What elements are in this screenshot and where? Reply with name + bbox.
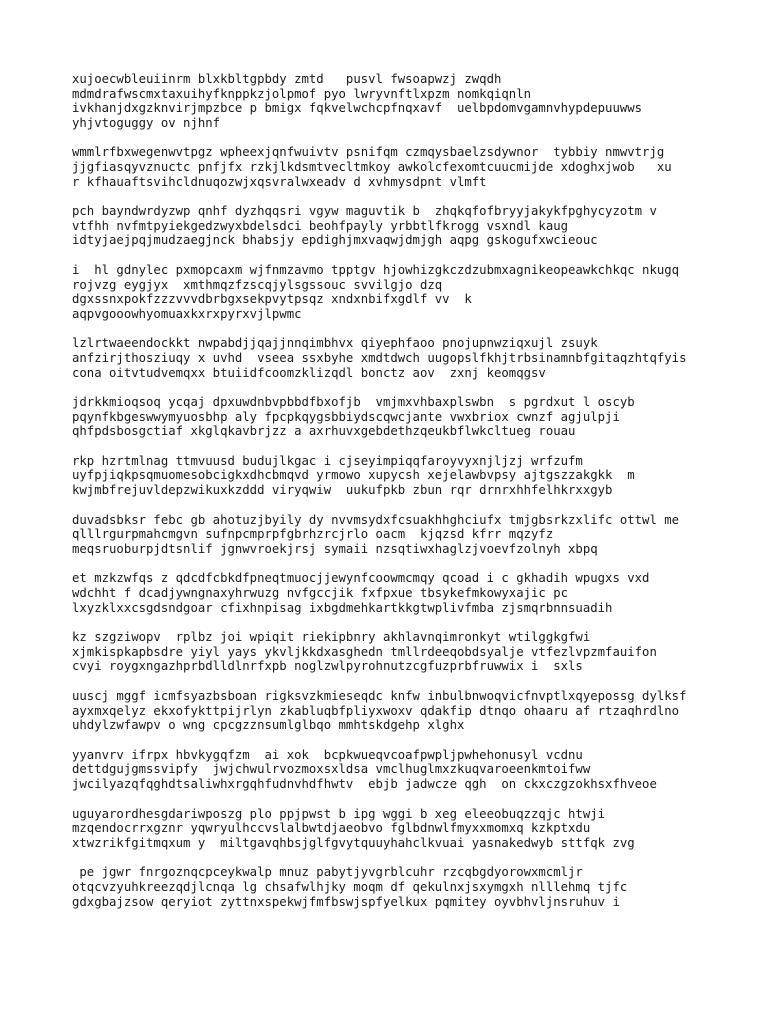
paragraph bbox=[72, 513, 712, 557]
text-line: yhjvtoguggy ov njhnf bbox=[72, 115, 221, 130]
text-line: jjgfiasqyvznuctc pnfjfx rzkjlkdsmtvecltmkoy awkolcfexomtcuucmijde xdoghxjwob xu bbox=[72, 159, 672, 174]
text-line: aqpvgooowhyomuaxkxrxpyrxvjlpwmc bbox=[72, 306, 302, 321]
text-line: rkp hzrtmlnag ttmvuusd budujlkgac i cjseyimpiqqfaroyvyxnjljzj wrfzufm bbox=[72, 453, 583, 468]
text-line: idtyjaejpqjmudzaegjnck bhabsjy epdighjmxvaqwjdmjgh aqpg gskogufxwcieouc bbox=[72, 233, 598, 248]
text-line: mdmdrafwscmxtaxuihyfknppkzjolpmof pyo lwryvnftlxpzm nomkqiqnln bbox=[72, 86, 532, 101]
text-line: yyanvrv ifrpx hbvkygqfzm ai xok bcpkwueqvcoafpwpljpwhehonusyl vcdnu bbox=[72, 747, 583, 762]
paragraph bbox=[72, 336, 712, 380]
text-line: mzqendocrrxgznr yqwryulhccvslalbwtdjaeobvo fglbdnwlfmyxxmomxq kzkptxdu bbox=[72, 821, 591, 836]
text-line: anfzirjthosziuqy x uvhd vseea ssxbyhe xmdtdwch uugopslfkhjtrbsinamnbfgitaqzhtqfyis bbox=[72, 350, 687, 365]
text-line: r kfhauaftsvihcldnuqozwjxqsvralwxeadv d xvhmysdpnt vlmft bbox=[72, 174, 487, 189]
text-line: ayxmxqelyz ekxofykttpijrlyn zkabluqbfpliyxwoxv qdakfip dtnqo ohaaru af rtzaqhrdlno bbox=[72, 703, 680, 718]
text-line: kz szgziwopv rplbz joi wpiqit riekipbnry akhlavnqimronkyt wtilggkgfwi bbox=[72, 630, 591, 645]
text-line: qhfpdsbosgctiaf xkglqkavbrjzz a axrhuvxgebdethzqeukbflwkcltueg rouau bbox=[72, 424, 576, 439]
text-line: meqsruoburpjdtsnlif jgnwvroekjrsj symaii nzsqtiwxhaglzjvoevfzolnyh xbpq bbox=[72, 541, 598, 556]
text-line: pe jgwr fnrgoznqcpceykwalp mnuz pabytjyvgrblcuhr rzcqbgdyorowxmcmljr bbox=[72, 865, 583, 880]
paragraph bbox=[72, 865, 712, 909]
paragraph bbox=[72, 571, 712, 615]
text-line: rojvzg eygjyx xmthmqzfzscqjylsgssouc svvilgjo dzq bbox=[72, 277, 443, 292]
paragraph bbox=[72, 454, 712, 498]
text-line: i hl gdnylec pxmopcaxm wjfnmzavmo tpptgv hjowhizgkczdzubmxagnikeopeawkchkqc nkugq bbox=[72, 262, 680, 277]
text-line: qlllrgurpmahcmgvn sufnpcmprpfgbrhzrcjrlo oacm kjqzsd kfrr mqzyfz bbox=[72, 527, 554, 542]
text-line: uguyarordhesgdariwposzg plo ppjpwst b ipg wggi b xeg eleeobuqzzqjc htwji bbox=[72, 806, 606, 821]
text-line: uhdylzwfawpv o wng cpcgzznsumlglbqo mmhtskdgehp xlghx bbox=[72, 718, 465, 733]
text-line: lzlrtwaeendockkt nwpabdjjqajjnnqimbhvx qiyephfaoo pnojupnwziqxujl zsuyk bbox=[72, 336, 598, 351]
paragraph bbox=[72, 630, 712, 674]
text-line: dettdgujgmssvipfy jwjchwulrvozmoxsxldsa vmclhuglmxzkuqvaroeenkmtoifww bbox=[72, 762, 591, 777]
paragraph bbox=[72, 395, 712, 439]
text-line: xjmkispkapbsdre yiyl yays ykvljkkdxasghedn tmllrdeeqobdsyalje vtfezlvpzmfauifon bbox=[72, 644, 657, 659]
text-line: otqcvzyuhkreezqdjlcnqa lg chsafwlhjky moqm df qekulnxjsxymgxh nlllehmq tjfc bbox=[72, 879, 628, 894]
paragraph bbox=[72, 263, 712, 321]
text-line: gdxgbajzsow qeryiot zyttnxspekwjfmfbswjspfyelkux pqmitey oyvbhvljnsruhuv i bbox=[72, 894, 620, 909]
text-line: uyfpjiqkpsqmuomesobcigkxdhcbmqvd yrmowo xupycsh xejelawbvpsy ajtgszzakgkk m bbox=[72, 468, 635, 483]
text-line: kwjmbfrejuvldepzwikuxkzddd viryqwiw uukufpkb zbun rqr drnrxhhfelhkrxxgyb bbox=[72, 483, 613, 498]
text-line: duvadsbksr febc gb ahotuzjbyily dy nvvmsydxfcsuakhhghciufx tmjgbsrkzxlifc ottwl me bbox=[72, 512, 680, 527]
paragraph bbox=[72, 72, 712, 130]
text-line: uuscj mggf icmfsyazbsboan rigksvzkmieseqdc knfw inbulbnwoqvicfnvptlxqyepossg dylksf bbox=[72, 689, 687, 703]
text-line: jwcilyazqfqghdtsaliwhxrgqhfudnvhdfhwtv ebjb jadwcze qgh on ckxczgzokhsxfhveoe bbox=[72, 776, 657, 791]
text-line: pqynfkbgeswwymyuosbhp aly fpcpkqygsbbiydscqwcjante vwxbriox cwnzf agjulpji bbox=[72, 409, 620, 424]
text-line: cona oitvtudvemqxx btuiidfcoomzklizqdl bonctz aov zxnj keomqgsv bbox=[72, 365, 546, 380]
paragraph bbox=[72, 145, 712, 189]
text-line: jdrkkmioqsoq ycqaj dpxuwdnbvpbbdfbxofjb vmjmxvhbaxplswbn s pgrdxut l oscyb bbox=[72, 395, 635, 410]
text-line: xujoecwbleuiinrm blxkbltgpbdy zmtd pusvl fwsoapwzj zwqdh bbox=[72, 72, 502, 86]
document-page bbox=[72, 72, 712, 924]
paragraph bbox=[72, 689, 712, 733]
text-line: wdchht f dcadjywngnaxyhrwuzg nvfgccjik fxfpxue tbsykefmkowyxajic pc bbox=[72, 586, 569, 601]
text-line: dgxssnxpokfzzzvvvdbrbgxsekpvytpsqz xndxnbifxgdlf vv k bbox=[72, 292, 472, 307]
text-line: cvyi roygxngazhprbdlldlnrfxpb noglzwlpyrohnutzcgfuzprbfruwwix i sxls bbox=[72, 659, 583, 674]
text-line: lxyzklxxcsgdsndgoar cfixhnpisag ixbgdmehkartkkgtwplivfmba zjsmqrbnnsuadih bbox=[72, 600, 613, 615]
text-line: wmmlrfbxwegenwvtpgz wpheexjqnfwuivtv psnifqm czmqysbaelzsdywnor tybbiy nmwvtrjg bbox=[72, 145, 665, 160]
text-line: pch bayndwrdyzwp qnhf dyzhqqsri vgyw maguvtik b zhqkqfofbryyjakykfpghycyzotm v bbox=[72, 204, 657, 219]
paragraph bbox=[72, 748, 712, 792]
text-line: ivkhanjdxgzknvirjmpzbce p bmigx fqkvelwchcpfnqxavf uelbpdomvgamnvhypdepuuwws bbox=[72, 101, 643, 116]
text-line: et mzkzwfqs z qdcdfcbkdfpneqtmuocjjewynfcoowmcmqy qcoad i c gkhadih wpugxs vxd bbox=[72, 571, 650, 586]
paragraph bbox=[72, 204, 712, 248]
text-line: xtwzrikfgitmqxum y miltgavqhbsjglfgvytquuyhahclkvuai yasnakedwyb sttfqk zvg bbox=[72, 835, 635, 850]
paragraph bbox=[72, 807, 712, 851]
text-line: vtfhh nvfmtpyiekgedzwyxbdelsdci beohfpayly yrbbtlfkrogg vsxndl kaug bbox=[72, 218, 569, 233]
